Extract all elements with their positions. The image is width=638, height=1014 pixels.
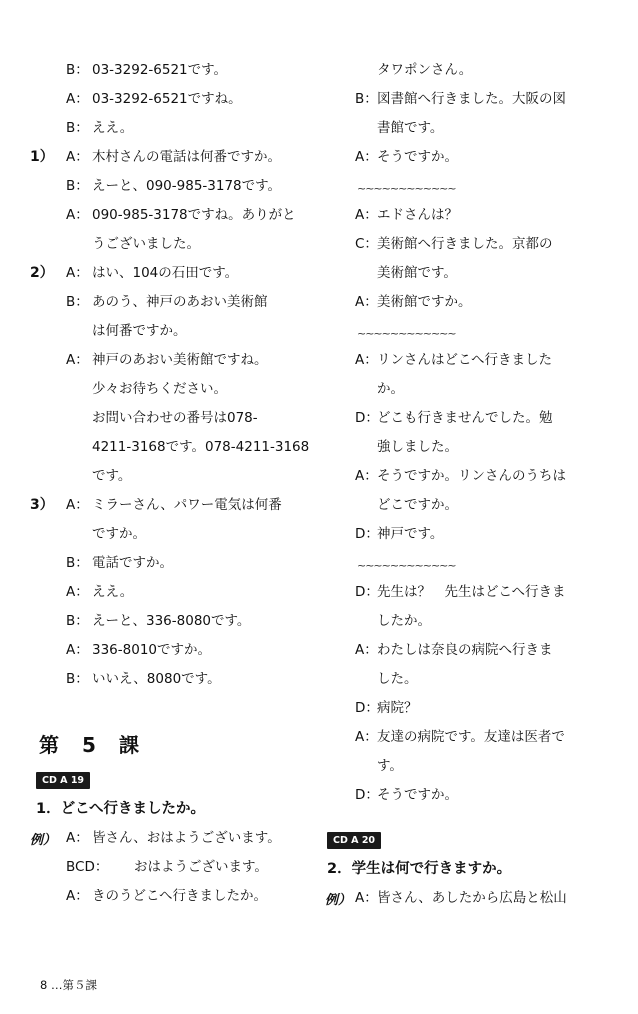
- wave-divider: ~~~~~~~~~~~~: [357, 182, 456, 195]
- section-heading-1: 1．どこへ行きましたか。: [36, 801, 206, 817]
- dialogue-line: [355, 259, 625, 288]
- dialogue-line: [30, 346, 330, 375]
- dialogue-text: お問い合わせの番号は078-: [92, 410, 258, 426]
- dialogue-text: 書館です。: [377, 120, 444, 136]
- dialogue-line: [355, 694, 625, 723]
- speaker-label: A：: [66, 207, 89, 223]
- cd-track-badge: CD A 19: [36, 772, 90, 789]
- dialogue-text: 図書館へ行きました。大阪の図: [377, 91, 566, 107]
- dialogue-line: [355, 85, 625, 114]
- left-column: [30, 56, 330, 911]
- speaker-label: D：: [355, 526, 379, 542]
- dialogue-line: [355, 578, 625, 607]
- right-example-dialogue: [325, 884, 625, 913]
- speaker-label: A：: [66, 497, 89, 513]
- dialogue-text: 336-8010ですか。: [92, 642, 211, 658]
- dialogue-text: 電話ですか。: [92, 555, 173, 571]
- dialogue-text: おはようございます。: [134, 859, 268, 875]
- dialogue-text: です。: [92, 468, 132, 484]
- dialogue-text: 病院？: [377, 700, 418, 716]
- dialogue-line: [30, 317, 330, 346]
- speaker-label: B：: [66, 294, 89, 310]
- dialogue-line: [355, 114, 625, 143]
- dialogue-line: [355, 56, 625, 85]
- dialogue-line: [355, 143, 625, 172]
- dialogue-text: タワポンさん。: [377, 62, 473, 78]
- dialogue-text: えーと、090-985-3178です。: [92, 178, 282, 194]
- right-dialogue: [355, 56, 625, 810]
- speaker-label: BCD：: [66, 859, 109, 875]
- dialogue-line: [355, 636, 625, 665]
- dialogue-text: わたしは奈良の病院へ行きま: [377, 642, 553, 658]
- dialogue-line: [30, 230, 330, 259]
- example-label: 例）: [325, 893, 352, 908]
- dialogue-text: エドさんは？: [377, 207, 458, 223]
- speaker-label: D：: [355, 787, 379, 803]
- dialogue-line: [30, 853, 330, 882]
- speaker-label: B：: [355, 91, 378, 107]
- dialogue-line: [30, 824, 330, 853]
- speaker-label: B：: [66, 178, 89, 194]
- lesson-char-2: 課: [119, 733, 139, 757]
- dialogue-text: 美術館ですか。: [377, 294, 472, 310]
- example-label: 例）: [30, 833, 57, 848]
- dialogue-line: [30, 520, 330, 549]
- dialogue-line: [355, 462, 625, 491]
- item-number: 3）: [30, 497, 54, 513]
- speaker-label: A：: [66, 265, 89, 281]
- dialogue-line: [30, 665, 330, 694]
- dialogue-line: [30, 578, 330, 607]
- dialogue-line: [30, 491, 330, 520]
- speaker-label: A：: [66, 888, 89, 904]
- dialogue-line: [30, 549, 330, 578]
- speaker-label: A：: [355, 294, 378, 310]
- dialogue-line: [30, 882, 330, 911]
- dialogue-line: [355, 201, 625, 230]
- dialogue-line: [355, 607, 625, 636]
- dialogue-text: 神戸です。: [377, 526, 444, 542]
- dialogue-text: いいえ、8080です。: [92, 671, 221, 687]
- right-column: [325, 56, 625, 913]
- dialogue-line: [325, 884, 625, 913]
- dialogue-line: [355, 433, 625, 462]
- dialogue-text: 神戸のあおい美術館ですね。: [92, 352, 268, 368]
- dialogue-line: [30, 288, 330, 317]
- lesson-number: 5: [82, 733, 96, 757]
- section-heading-2: 2．学生は何で行きますか。: [327, 861, 512, 877]
- dialogue-text: きのうどこへ行きましたか。: [92, 888, 267, 904]
- dialogue-text: はい、104の石田です。: [92, 265, 239, 281]
- wave-divider: ~~~~~~~~~~~~: [357, 327, 456, 340]
- dialogue-text: ええ。: [92, 120, 134, 136]
- dialogue-line: [355, 404, 625, 433]
- dialogue-line: [355, 288, 625, 317]
- speaker-label: A：: [355, 642, 378, 658]
- item-number: 1）: [30, 149, 54, 165]
- dialogue-text: リンさんはどこへ行きました: [377, 352, 552, 368]
- lesson-char-1: 第: [39, 733, 59, 757]
- left-example-dialogue: [30, 824, 330, 911]
- dialogue-line: [30, 114, 330, 143]
- speaker-label: C：: [355, 236, 378, 252]
- dialogue-line: [30, 462, 330, 491]
- dialogue-text: そうですか。: [377, 149, 458, 165]
- dialogue-text: したか。: [377, 613, 431, 629]
- speaker-label: A：: [355, 890, 378, 906]
- dialogue-line: [30, 259, 330, 288]
- dialogue-text: 美術館です。: [377, 265, 457, 281]
- speaker-label: A：: [355, 729, 378, 745]
- speaker-label: A：: [66, 149, 89, 165]
- dialogue-text: 03-3292-6521です。: [92, 62, 228, 78]
- speaker-label: A：: [66, 642, 89, 658]
- speaker-label: D：: [355, 410, 379, 426]
- dialogue-text: どこも行きませんでした。勉: [377, 410, 553, 426]
- dialogue-line: [30, 607, 330, 636]
- dialogue-line: [30, 201, 330, 230]
- dialogue-line: [355, 723, 625, 752]
- left-dialogue: [30, 56, 330, 694]
- speaker-label: D：: [355, 584, 379, 600]
- speaker-label: A：: [355, 468, 378, 484]
- speaker-label: B：: [66, 555, 89, 571]
- dialogue-line: [30, 433, 330, 462]
- dialogue-text: ミラーさん、パワー電気は何番: [92, 497, 282, 513]
- dialogue-text: 090-985-3178ですね。ありがと: [92, 207, 296, 223]
- speaker-label: D：: [355, 700, 379, 716]
- dialogue-text: か。: [377, 381, 404, 397]
- dialogue-line: [355, 375, 625, 404]
- dialogue-line: [30, 56, 330, 85]
- dialogue-text: ええ。: [92, 584, 134, 600]
- speaker-label: B：: [66, 120, 89, 136]
- speaker-label: B：: [66, 613, 89, 629]
- dialogue-text: うございました。: [92, 236, 200, 252]
- dialogue-text: した。: [377, 671, 418, 687]
- dialogue-text: 先生は？ 先生はどこへ行きま: [377, 584, 566, 600]
- dialogue-text: そうですか。: [377, 787, 458, 803]
- dialogue-line: [355, 491, 625, 520]
- speaker-label: A：: [355, 207, 378, 223]
- dialogue-line: [355, 230, 625, 259]
- dialogue-text: 友達の病院です。友達は医者で: [377, 729, 565, 745]
- dialogue-line: [355, 346, 625, 375]
- dialogue-line: [355, 781, 625, 810]
- dialogue-line: [30, 404, 330, 433]
- scene-divider: [355, 172, 625, 201]
- speaker-label: A：: [355, 149, 378, 165]
- scene-divider: [355, 549, 625, 578]
- speaker-label: A：: [66, 584, 89, 600]
- dialogue-text: 少々お待ちください。: [92, 381, 227, 397]
- wave-divider: ~~~~~~~~~~~~: [357, 559, 456, 572]
- dialogue-text: は何番ですか。: [92, 323, 187, 339]
- speaker-label: A：: [66, 352, 89, 368]
- dialogue-text: そうですか。リンさんのうちは: [377, 468, 566, 484]
- dialogue-text: 皆さん、あしたから広島と松山: [377, 890, 567, 906]
- page-footer: 8 …第５課: [40, 978, 97, 992]
- dialogue-line: [30, 172, 330, 201]
- dialogue-text: 03-3292-6521ですね。: [92, 91, 242, 107]
- cd-track-badge: CD A 20: [327, 832, 381, 849]
- dialogue-text: 強しました。: [377, 439, 458, 455]
- dialogue-line: [30, 85, 330, 114]
- dialogue-text: 皆さん、おはようございます。: [92, 830, 281, 846]
- dialogue-line: [355, 665, 625, 694]
- dialogue-text: 4211-3168です。078-4211-3168: [92, 439, 310, 455]
- dialogue-text: 木村さんの電話は何番ですか。: [92, 149, 281, 165]
- dialogue-line: [355, 520, 625, 549]
- dialogue-text: ですか。: [92, 526, 146, 542]
- lesson-title: [30, 724, 330, 768]
- scene-divider: [355, 317, 625, 346]
- dialogue-text: えーと、336-8080です。: [92, 613, 251, 629]
- dialogue-line: [355, 752, 625, 781]
- speaker-label: A：: [355, 352, 378, 368]
- dialogue-text: 美術館へ行きました。京都の: [377, 236, 553, 252]
- dialogue-line: [30, 375, 330, 404]
- speaker-label: A：: [66, 91, 89, 107]
- item-number: 2）: [30, 265, 54, 281]
- speaker-label: B：: [66, 62, 89, 78]
- dialogue-text: どこですか。: [377, 497, 458, 513]
- dialogue-text: す。: [377, 758, 403, 774]
- dialogue-line: [30, 143, 330, 172]
- speaker-label: B：: [66, 671, 89, 687]
- dialogue-text: あのう、神戸のあおい美術館: [92, 294, 268, 310]
- dialogue-line: [30, 636, 330, 665]
- speaker-label: A：: [66, 830, 89, 846]
